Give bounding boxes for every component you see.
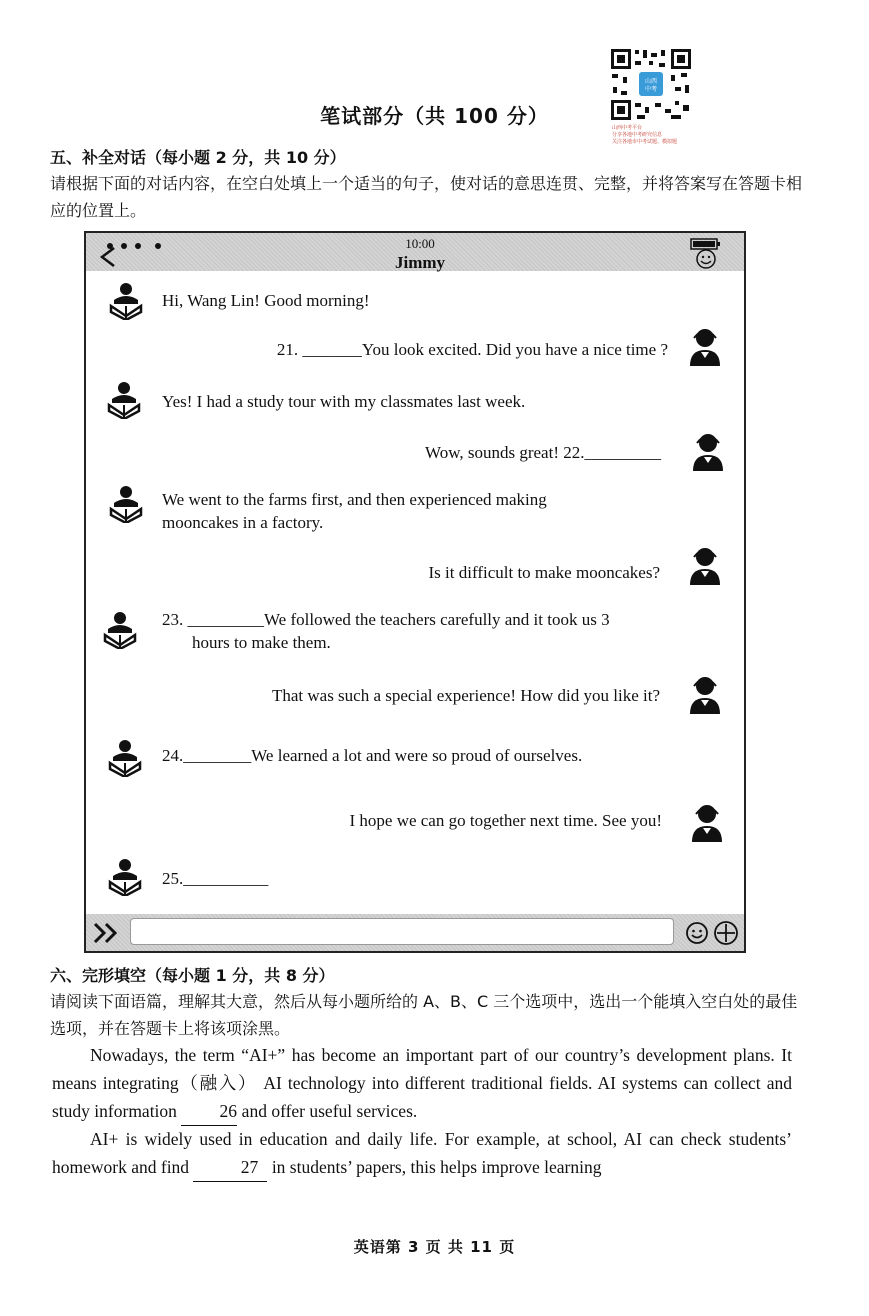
add-icon[interactable]: [713, 920, 739, 950]
chat-message: 25.__________: [162, 869, 269, 888]
avatar-right-icon: [686, 326, 724, 370]
avatar-right-icon: [686, 674, 724, 718]
page-footer: 英语第 3 页 共 11 页: [353, 1238, 516, 1256]
emoji-icon: [695, 248, 717, 274]
status-time: 10:00: [405, 236, 435, 251]
section6-heading: 六、完形填空（每小题 1 分，共 8 分）: [50, 966, 335, 985]
blank-27: 27: [193, 1153, 267, 1182]
avatar-left-icon: [106, 381, 142, 423]
svg-text:中考: 中考: [644, 86, 658, 93]
page-title: 笔试部分（共 100 分）: [320, 104, 549, 128]
cloze-paragraph-2: AI+ is widely used in education and daily life. For example, at school, AI can check students’ homework and find 27 in students’ papers, this helps improve learning: [52, 1125, 792, 1182]
chat-message: 23. _________We followed the teachers carefully and it took us 3 hours to make them.: [162, 610, 610, 652]
chat-message: I hope we can go together next time. See you!: [349, 811, 662, 830]
chat-message: Hi, Wang Lin! Good morning!: [162, 291, 370, 310]
avatar-left-icon: [108, 485, 144, 527]
cloze-paragraph-1: Nowadays, the term “AI+” has become an important part of our country’s development plans. It means integrating（融入） AI technology into different traditional fields. AI systems can collect and study information 26 and offer useful services.: [52, 1041, 792, 1126]
chat-message: We went to the farms first, and then experienced making mooncakes in a factory.: [162, 490, 547, 532]
avatar-left-icon: [107, 739, 143, 781]
back-icon[interactable]: [96, 246, 120, 272]
avatar-right-icon: [686, 545, 724, 589]
section6-instruction: 请阅读下面语篇，理解其大意，然后从每小题所给的 A、B、C 三个选项中，选出一个能填入空白处的最佳选项，并在答题卡上将该项涂黑。: [50, 992, 798, 1038]
message-input[interactable]: [130, 918, 674, 945]
chat-message: Wow, sounds great! 22._________: [425, 443, 661, 462]
avatar-left-icon: [108, 282, 144, 324]
avatar-right-icon: [688, 802, 726, 846]
section5-heading: 五、补全对话（每小题 2 分，共 10 分）: [50, 148, 346, 167]
chat-message: Yes! I had a study tour with my classmates last week.: [162, 392, 526, 411]
avatar-left-icon: [102, 611, 138, 653]
avatar-left-icon: [107, 858, 143, 900]
chat-message: That was such a special experience! How did you like it?: [271, 686, 660, 705]
emoji-button-icon[interactable]: [685, 921, 709, 949]
qr-caption: 山西中考平台 分享各地中考研究信息 关注各地市中考试题、模拟题: [612, 125, 678, 145]
avatar-right-icon: [689, 431, 727, 475]
svg-text:山西: 山西: [644, 78, 658, 85]
chat-message: 24.________We learned a lot and were so proud of ourselves.: [162, 746, 583, 765]
double-chevron-icon[interactable]: [92, 921, 122, 949]
chat-message: Is it difficult to make mooncakes?: [428, 563, 660, 582]
section5-instruction: 请根据下面的对话内容，在空白处填上一个适当的句子，使对话的意思连贯、完整，并将答案写在答题卡相应的位置上。: [50, 174, 803, 220]
contact-name: Jimmy: [394, 253, 446, 272]
chat-message: 21. _______You look excited. Did you have a nice time ?: [276, 340, 668, 359]
blank-26: 26: [181, 1097, 237, 1126]
